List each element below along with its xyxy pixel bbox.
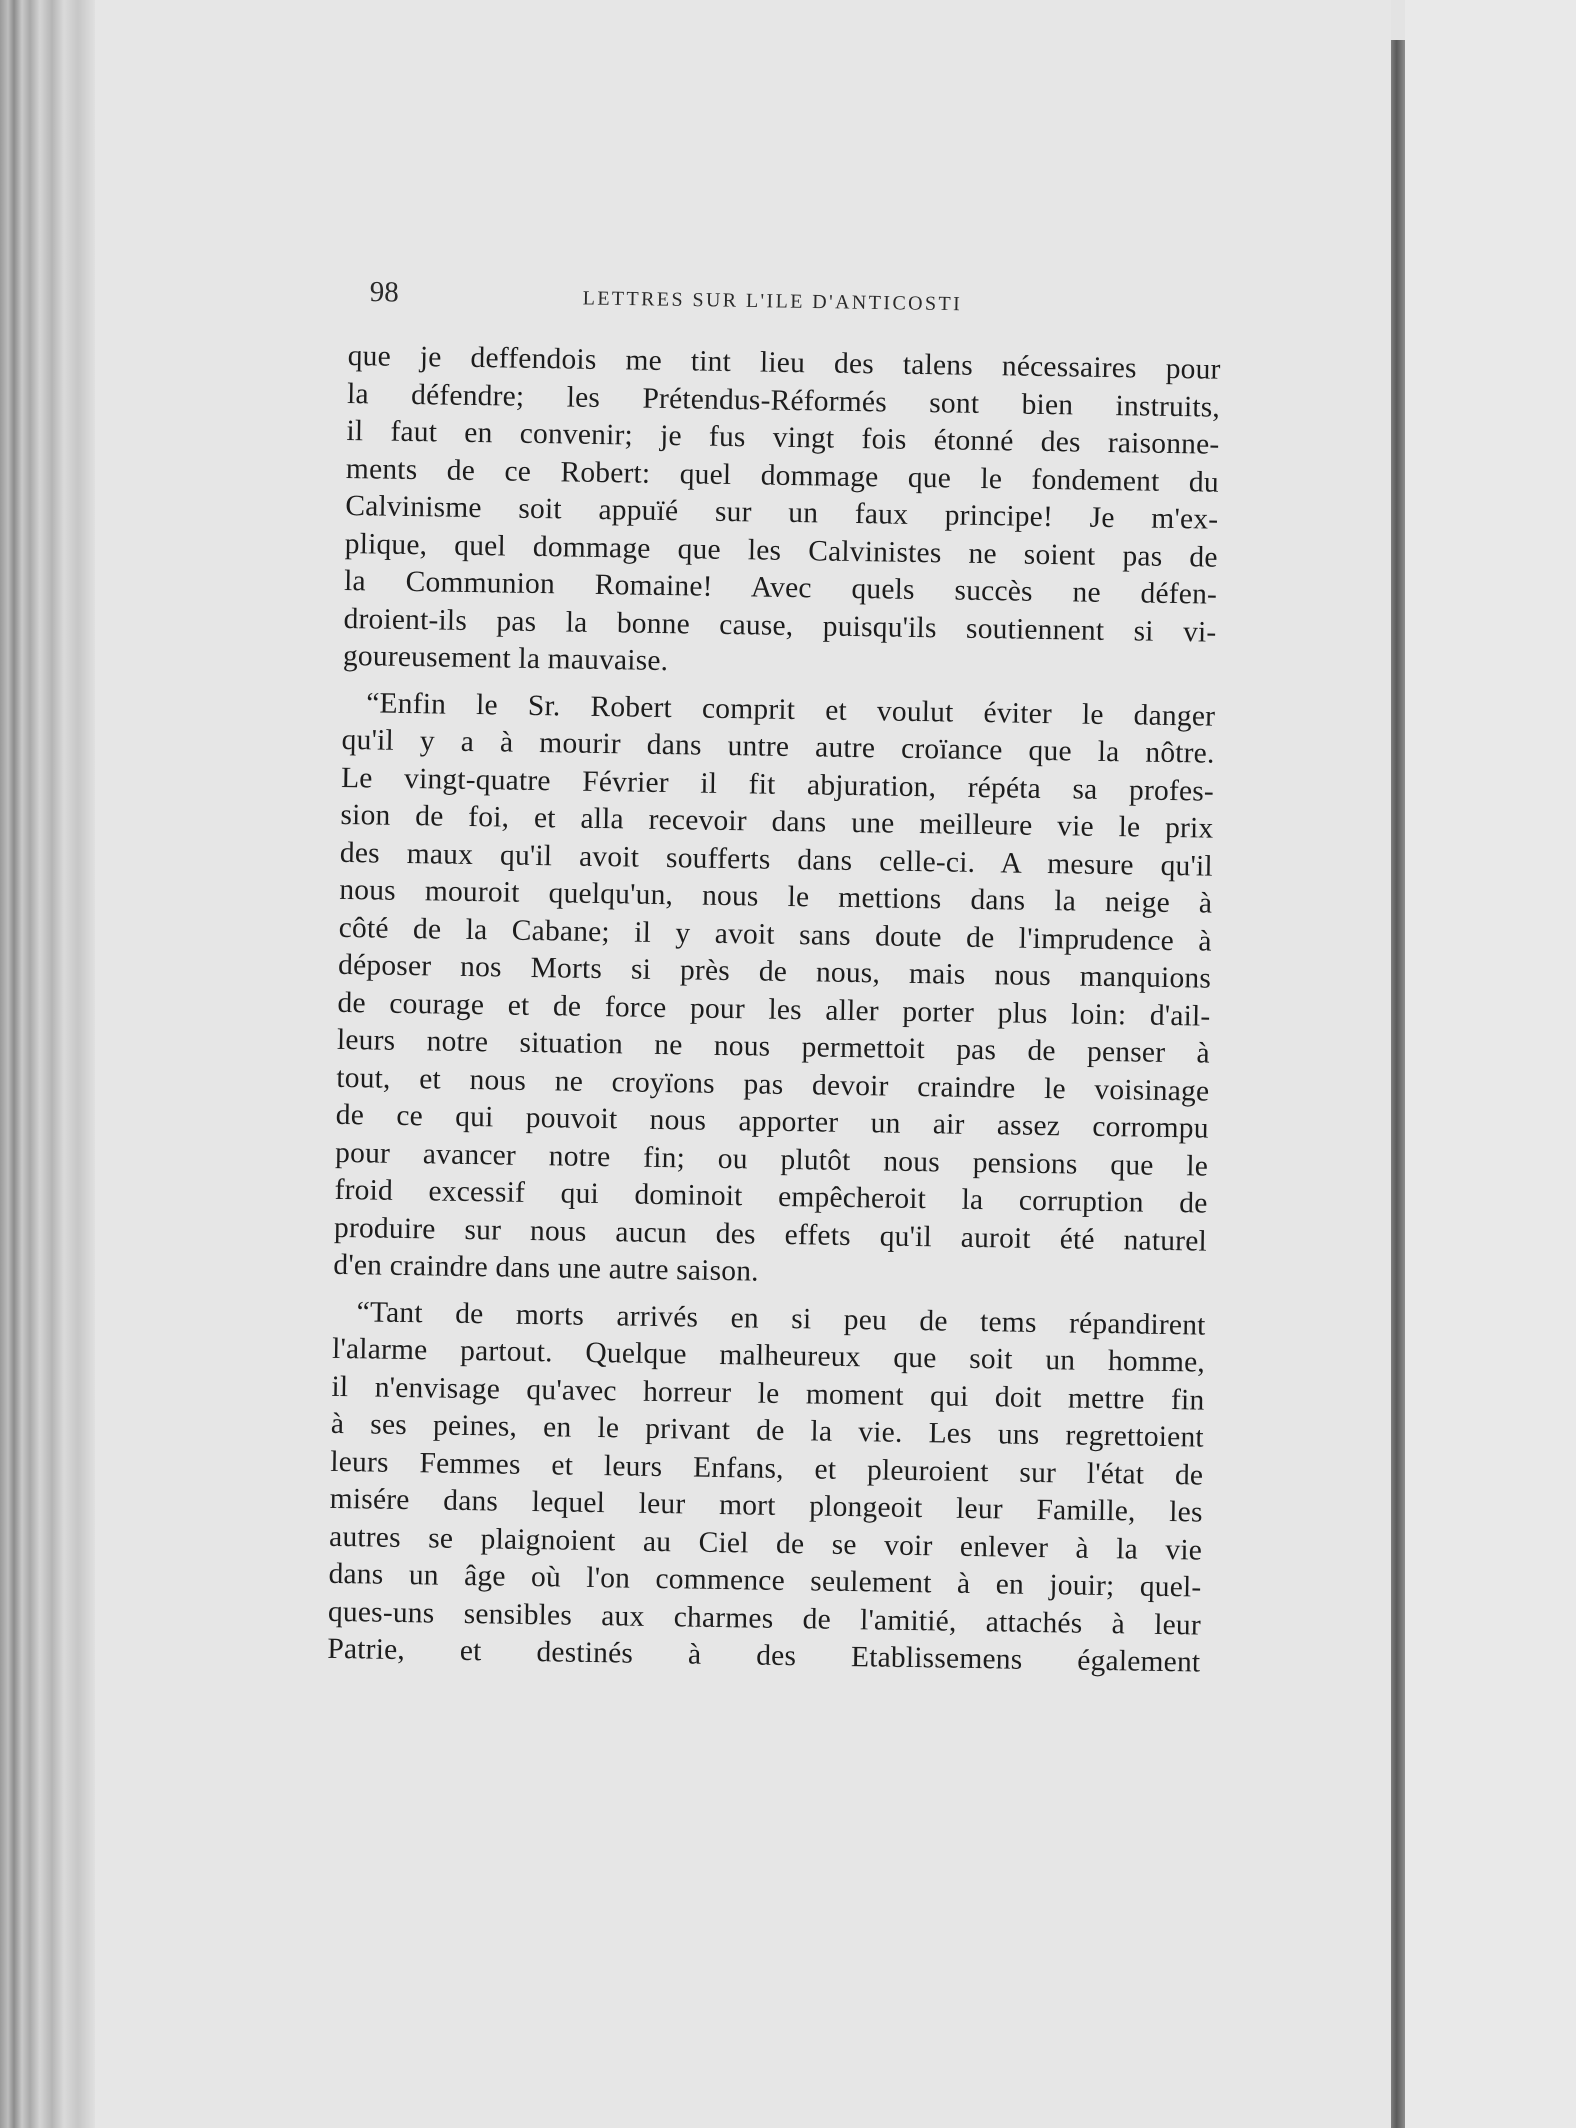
text-line: froid excessif qui dominoit empêcheroit la corruption de [334, 1173, 1208, 1220]
text-line: dans un âge où l'on commence seulement à en jouir; quel- [328, 1557, 1202, 1604]
text-line: l'alarme partout. Quelque malheureux que soit un homme, [331, 1332, 1206, 1379]
paragraph [327, 1293, 1206, 1682]
text-line: ments de ce Robert: quel dommage que le fondement du [345, 452, 1220, 499]
text-line: des maux qu'il avoit soufferts dans celle-ci. A mesure qu'il [339, 836, 1214, 883]
text-line: sion de foi, et alla recevoir dans une meilleure vie le prix [340, 798, 1214, 845]
text-line: autres se plaignoient au Ciel de se voir enlever à la vie [328, 1520, 1203, 1567]
text-line: tout, et nous ne croyïons pas devoir craindre le voisinage [336, 1061, 1210, 1108]
text-line: d'en craindre dans une autre saison. [333, 1248, 759, 1288]
text-line: que je deffendois me tint lieu des talens nécessaires pour [347, 339, 1221, 386]
text-line: “Tant de morts arrivés en si peu de tems répandirent [356, 1295, 1206, 1342]
text-line: Calvinisme soit appuïé sur un faux principe! Je m'ex- [345, 489, 1219, 536]
paragraph [343, 338, 1221, 689]
body-text [327, 338, 1221, 1682]
book-page-edges [0, 0, 95, 2128]
page-number: 98 [369, 276, 399, 309]
text-line: Le vingt-quatre Février il fit abjuration, répéta sa profes- [340, 761, 1215, 808]
text-line: de ce qui pouvoit nous apporter un air assez corrompu [335, 1098, 1209, 1145]
text-line: déposer nos Morts si près de nous, mais nous manquions [337, 948, 1212, 995]
text-line: il n'envisage qu'avec horreur le moment qui doit mettre fin [331, 1370, 1205, 1417]
text-line: il faut en convenir; je fus vingt fois étonné des raisonne- [346, 414, 1220, 461]
page-gutter-shadow [1391, 40, 1405, 2128]
text-line: la Communion Romaine! Avec quels succès ne défen- [343, 564, 1218, 611]
text-line: produire sur nous aucun des effets qu'il auroit été naturel [333, 1211, 1208, 1258]
text-line: de courage et de force pour les aller porter plus loin: d'ail- [337, 986, 1211, 1033]
text-line: ques-uns sensibles aux charmes de l'amitié, attachés à leur [327, 1595, 1202, 1642]
facing-page [1405, 0, 1576, 2128]
text-line: côté de la Cabane; il y avoit sans doute de l'imprudence à [338, 911, 1212, 958]
text-line: leurs notre situation ne nous permettoit pas de penser à [336, 1023, 1211, 1070]
text-line: qu'il y a à mourir dans untre autre croïance que la nôtre. [341, 723, 1215, 770]
text-line: misére dans lequel leur mort plongeoit leur Famille, les [329, 1482, 1203, 1529]
text-line: leurs Femmes et leurs Enfans, et pleuroient sur l'état de [330, 1445, 1204, 1492]
running-title: LETTRES SUR L'ILE D'ANTICOSTI [582, 287, 963, 316]
text-line: “Enfin le Sr. Robert comprit et voulut éviter le danger [366, 686, 1216, 733]
text-line: à ses peines, en le privant de la vie. Les uns regrettoient [330, 1407, 1205, 1454]
text-line: goureusement la mauvaise. [342, 639, 669, 678]
text-line: la défendre; les Prétendus-Réformés sont bien instruits, [346, 377, 1221, 424]
text-line: plique, quel dommage que les Calvinistes ne soient pas de [344, 527, 1218, 574]
text-line: Patrie, et destinés à des Etablissemens également [327, 1632, 1201, 1679]
text-line: droient-ils pas la bonne cause, puisqu'ils soutiennent si vi- [343, 602, 1217, 649]
text-line: pour avancer notre fin; ou plutôt nous pensions que le [334, 1136, 1209, 1183]
paragraph [333, 684, 1215, 1298]
text-line: nous mouroit quelqu'un, nous le mettions dans la neige à [339, 873, 1213, 920]
